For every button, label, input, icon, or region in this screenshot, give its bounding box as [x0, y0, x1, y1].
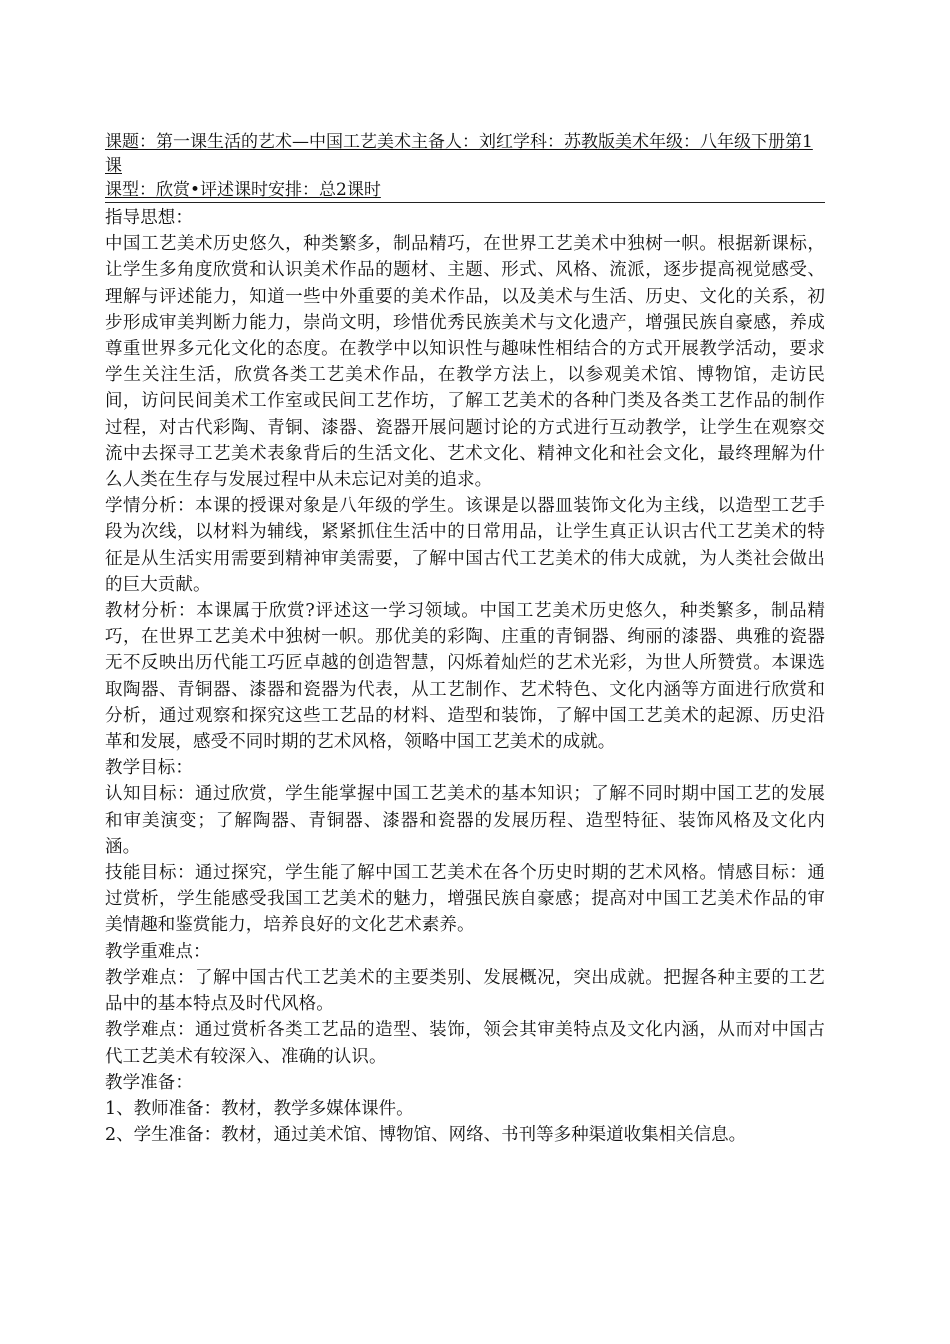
guiding-body: 中国工艺美术历史悠久，种类繁多，制品精巧，在世界工艺美术中独树一帜。根据新课标，让学生多角度欣赏和认识美术作品的题材、主题、形式、风格、流派，逐步提高视觉感受、理解与评述能力，知道一些中外重要的美术作品，以及美术与生活、历史、文化的关系，初步形成审美判断力能力，崇尚文明，珍惜优秀民族美术与文化遗产，增强民族自豪感，养成尊重世界多元化文化的态度。在教学中以知识性与趣味性相结合的方式开展教学活动，要求学生关注生活，欣赏各类工艺美术作品，在教学方法上，以参观美术馆、博物馆，走访民间，访问民间美术工作室或民间工艺作坊，了解工艺美术的各种门类及各类工艺作品的制作过程，对古代彩陶、青铜、漆器、瓷器开展问题讨论的方式进行互动教学，让学生在观察交流中去探寻工艺美术表象背后的生活文化、艺术文化、精神文化和社会文化，最终理解为什么人类在生存与发展过程中从未忘记对美的追求。	[105, 234, 825, 491]
goal-skill: 技能目标：通过探究，学生能了解中国工艺美术在各个历史时期的艺术风格。情感目标：通过赏析，学生能感受我国工艺美术的魅力，增强民族自豪感；提高对中国工艺美术作品的审美情趣和鉴赏能力，培养良好的文化艺术素养。	[105, 863, 825, 936]
lesson-type-line: 课型：欣赏•评述课时安排：总2课时	[105, 180, 381, 200]
goal-cognitive: 认知目标：通过欣赏，学生能掌握中国工艺美术的基本知识；了解不同时期中国工艺的发展和审美演变；了解陶器、青铜器、漆器和瓷器的发展历程、造型特征、装饰风格及文化内涵。	[105, 784, 825, 857]
key-points-title: 教学重难点：	[105, 941, 211, 962]
goals-title: 教学目标：	[105, 758, 193, 779]
lesson-header	[105, 130, 825, 203]
preparation-title: 教学准备：	[105, 1072, 193, 1093]
lesson-info-line: 课题：第一课生活的艺术—中国工艺美术主备人：刘红学科：苏教版美术年级：八年级下册第1课	[105, 132, 813, 176]
material-analysis: 教材分析：本课属于欣赏?评述这一学习领域。中国工艺美术历史悠久，种类繁多，制品精巧，在世界工艺美术中独树一帜。那优美的彩陶、庄重的青铜器、绚丽的漆器、典雅的瓷器无不反映出历代能工巧匠卓越的创造智慧，闪烁着灿烂的艺术光彩，为世人所赞赏。本课选取陶器、青铜器、漆器和瓷器为代表，从工艺制作、艺术特色、文化内涵等方面进行欣赏和分析，通过观察和探究这些工艺品的材料、造型和装饰，了解中国工艺美术的起源、历史沿革和发展，感受不同时期的艺术风格，领略中国工艺美术的成就。	[105, 601, 825, 753]
preparation-teacher: 1、教师准备：教材，教学多媒体课件。	[105, 1098, 414, 1119]
guiding-title: 指导思想：	[105, 208, 193, 228]
document-page	[105, 130, 825, 1148]
key-point-1: 教学难点：了解中国古代工艺美术的主要类别、发展概况，突出成就。把握各种主要的工艺品中的基本特点及时代风格。	[105, 967, 825, 1015]
preparation-student: 2、学生准备：教材，通过美术馆、博物馆、网络、书刊等多种渠道收集相关信息。	[105, 1125, 747, 1146]
key-point-2: 教学难点：通过赏析各类工艺品的造型、装饰，领会其审美特点及文化内涵，从而对中国古代工艺美术有较深入、准确的认识。	[105, 1020, 825, 1067]
student-analysis: 学情分析：本课的授课对象是八年级的学生。该课是以器皿装饰文化为主线，以造型工艺手段为次线，以材料为辅线，紧紧抓住生活中的日常用品，让学生真正认识古代工艺美术的特征是从生活实用需要到精神审美需要，了解中国古代工艺美术的伟大成就，为人类社会做出的巨大贡献。	[105, 496, 825, 595]
